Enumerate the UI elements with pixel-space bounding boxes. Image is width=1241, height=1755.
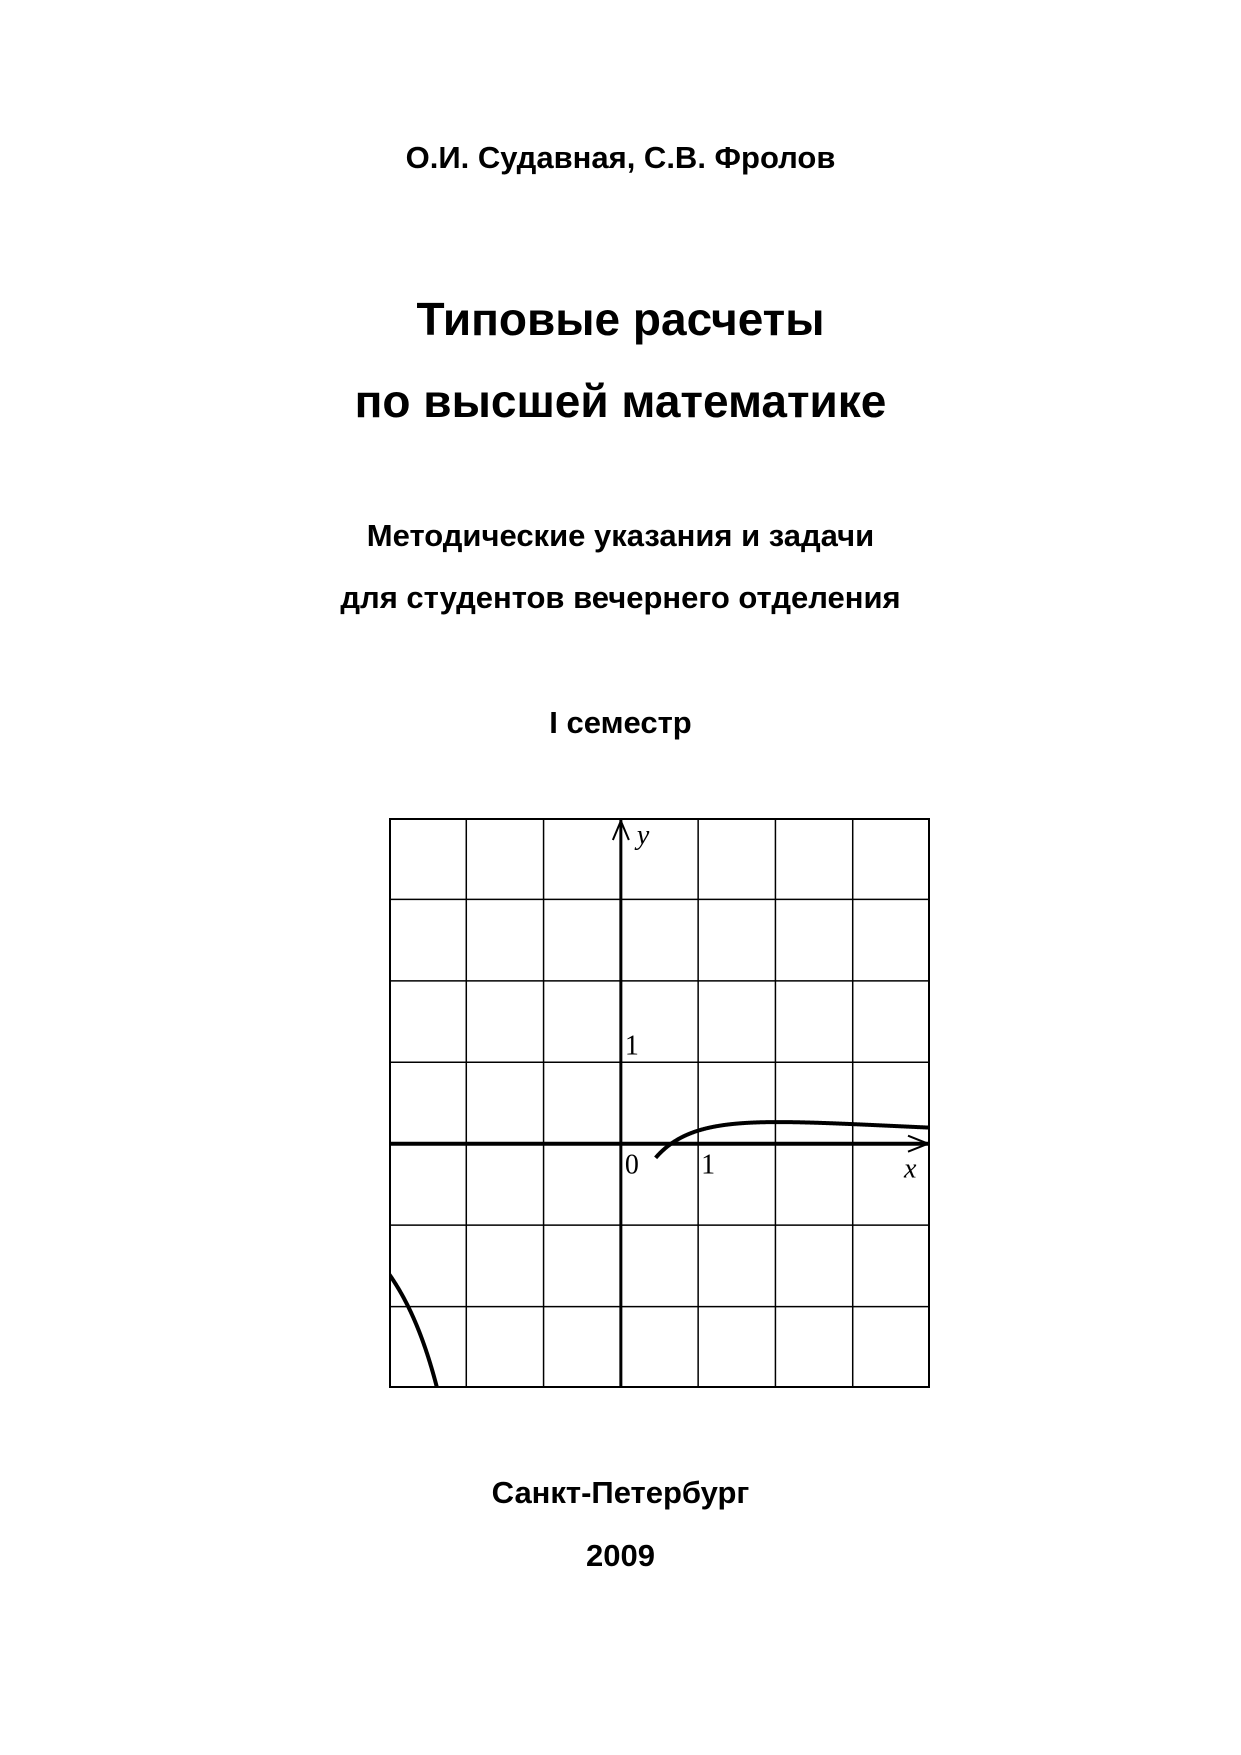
year: 2009 bbox=[586, 1538, 655, 1573]
curve-right-branch bbox=[656, 1122, 930, 1158]
title-line-1: Типовые расчеты bbox=[416, 293, 825, 345]
title-line-2: по высшей математике bbox=[354, 375, 887, 427]
y-tick-label: 1 bbox=[624, 1030, 639, 1062]
graph-border bbox=[390, 819, 929, 1387]
origin-label: 0 bbox=[624, 1149, 639, 1181]
city: Санкт-Петербург bbox=[491, 1475, 750, 1510]
function-graph bbox=[389, 818, 930, 1388]
subtitle-line-1: Методические указания и задачи bbox=[366, 518, 875, 553]
subtitle-line-2: для студентов вечернего отделения bbox=[340, 580, 901, 615]
x-axis-label: x bbox=[904, 1153, 917, 1185]
x-tick-label: 1 bbox=[701, 1149, 716, 1181]
semester: I семестр bbox=[549, 705, 692, 740]
curve-left-branch bbox=[389, 1274, 534, 1388]
grid bbox=[389, 818, 930, 1388]
y-axis-label: y bbox=[636, 820, 650, 851]
authors: О.И. Судавная, С.В. Фролов bbox=[405, 140, 836, 175]
